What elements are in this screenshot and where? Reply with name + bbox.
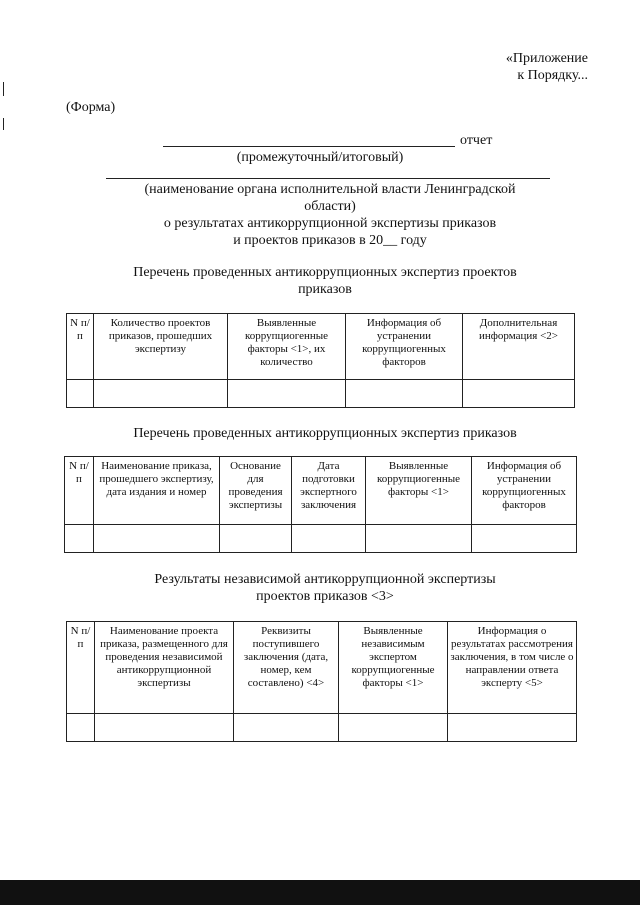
table-cell: [228, 380, 346, 408]
column-header: Выявленные коррупциогенные факторы <1>: [366, 457, 472, 525]
column-header: Наименование проекта приказа, размещенного для проведения независимой антикоррупционной экспертизы: [95, 622, 234, 714]
column-header: N п/п: [67, 622, 95, 714]
table-cell: [472, 525, 577, 553]
table-cell: [339, 714, 448, 742]
column-header: N п/п: [65, 457, 94, 525]
org-caption-line-2: области): [304, 199, 356, 214]
table-header-row: [67, 314, 575, 380]
column-header: Наименование приказа, прошедшего экспертизу, дата издания и номер: [94, 457, 220, 525]
table-header-row: [65, 457, 577, 525]
table-row-empty: [65, 525, 577, 553]
column-header: Дата подготовки экспертного заключения: [292, 457, 366, 525]
org-caption-line-1: (наименование органа исполнительной власти Ленинградской: [144, 182, 516, 197]
column-header: Информация о результатах рассмотрения заключения, в том числе о направлении ответа эксперту <5>: [448, 622, 577, 714]
column-header: N п/п: [67, 314, 94, 380]
report-type-caption: (промежуточный/итоговый): [236, 150, 404, 165]
report-word: отчет: [460, 133, 493, 148]
table-cell: [94, 380, 228, 408]
org-name-blank-line: [106, 178, 550, 179]
table-cell: [220, 525, 292, 553]
table-cell: [463, 380, 575, 408]
form-label: (Форма): [66, 100, 116, 115]
column-header: Основание для проведения экспертизы: [220, 457, 292, 525]
scan-bottom-border: [0, 880, 640, 905]
table-cell: [67, 714, 95, 742]
column-header: Информация об устранении коррупциогенных факторов: [346, 314, 463, 380]
section3-title-line-2: проектов приказов <3>: [256, 589, 394, 604]
subject-line-2: и проектов приказов в 20__ году: [233, 233, 427, 248]
column-header: Количество проектов приказов, прошедших экспертизу: [94, 314, 228, 380]
table-row-empty: [67, 714, 577, 742]
section3-table: [66, 621, 577, 742]
table-cell: [366, 525, 472, 553]
table-row-empty: [67, 380, 575, 408]
column-header: Реквизиты поступившего заключения (дата, номер, кем составлено) <4>: [234, 622, 339, 714]
scan-artifact-line: [3, 118, 4, 130]
org-caption: [100, 181, 560, 249]
subject-line-1: о результатах антикоррупционной экспертизы приказов: [163, 216, 497, 231]
table-cell: [234, 714, 339, 742]
appendix-reference: [506, 50, 588, 84]
report-name-blank-line: [163, 146, 455, 147]
table-cell: [65, 525, 94, 553]
column-header: Информация об устранении коррупциогенных факторов: [472, 457, 577, 525]
section1-title-line-2: приказов: [298, 282, 352, 297]
section3-title-line-1: Результаты независимой антикоррупционной экспертизы: [154, 572, 496, 587]
table-cell: [346, 380, 463, 408]
column-header: Выявленные независимым экспертом коррупциогенные факторы <1>: [339, 622, 448, 714]
column-header: Дополнительная информация <2>: [463, 314, 575, 380]
table-header-row: [67, 622, 577, 714]
table-cell: [94, 525, 220, 553]
appendix-line-2: к Порядку...: [517, 68, 588, 83]
table-cell: [448, 714, 577, 742]
section1-title-line-1: Перечень проведенных антикоррупционных экспертиз проектов: [133, 265, 517, 280]
section2-table: [64, 456, 577, 553]
scan-artifact-line: [3, 82, 4, 96]
column-header: Выявленные коррупциогенные факторы <1>, их количество: [228, 314, 346, 380]
table-cell: [292, 525, 366, 553]
section1-title: [80, 264, 570, 298]
appendix-line-1: «Приложение: [505, 51, 588, 66]
section2-title: Перечень проведенных антикоррупционных экспертиз приказов: [133, 426, 517, 441]
section1-table: [66, 313, 575, 408]
table-cell: [95, 714, 234, 742]
table-cell: [67, 380, 94, 408]
section3-title: [80, 571, 570, 605]
